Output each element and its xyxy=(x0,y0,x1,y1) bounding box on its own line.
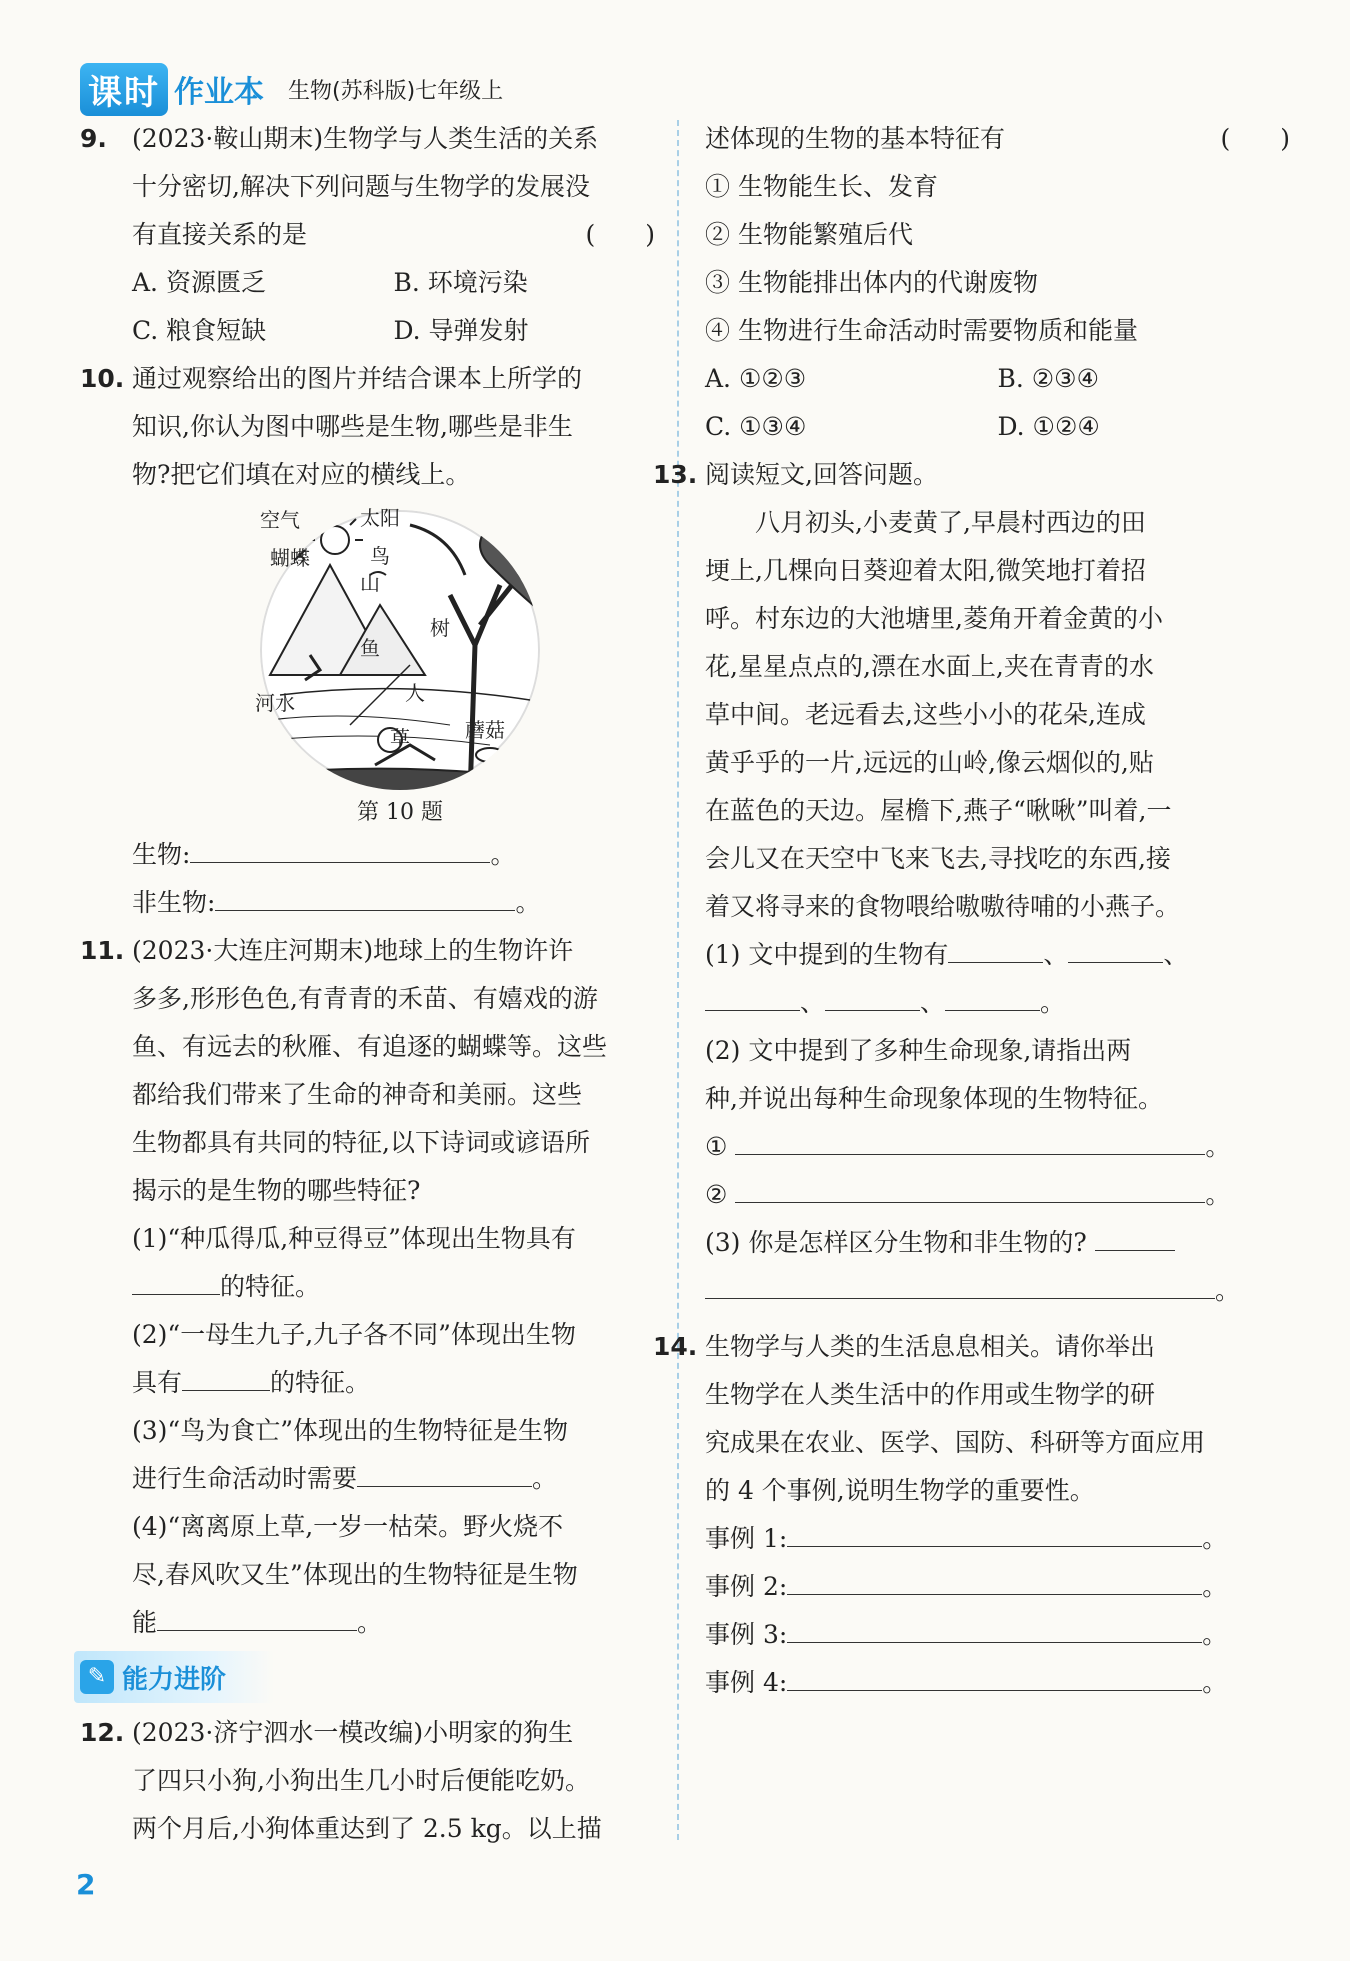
answer-paren[interactable]: ( ) xyxy=(1220,124,1290,153)
question-12-cont xyxy=(705,115,1290,451)
answer-blank[interactable] xyxy=(787,1516,1202,1547)
question-line xyxy=(80,115,655,163)
answer-row xyxy=(653,1171,1290,1219)
option-a[interactable]: A. 资源匮乏 xyxy=(132,268,266,297)
question-text: (2023·济宁泗水一模改编)小明家的狗生 xyxy=(132,1718,574,1747)
question-text: (2023·鞍山期末)生物学与人类生活的关系 xyxy=(132,124,599,153)
sub-question-1-cont xyxy=(80,1263,655,1311)
passage-line: 草中间。老远看去,这些小小的花朵,连成 xyxy=(705,700,1146,729)
sub-question-1-cont xyxy=(653,979,1290,1027)
sub-question-2-cont: 种,并说出每种生命现象体现的生物特征。 xyxy=(705,1084,1163,1113)
living-label: 生物: xyxy=(132,840,191,869)
question-line xyxy=(705,115,1290,163)
question-line: 都给我们带来了生命的神奇和美丽。这些 xyxy=(132,1080,583,1109)
question-line xyxy=(80,211,655,259)
circled-2: ② xyxy=(705,1180,728,1209)
answer-blank[interactable] xyxy=(945,980,1040,1011)
example-label: 事例 3: xyxy=(705,1620,788,1649)
question-text: 通过观察给出的图片并结合课本上所学的 xyxy=(132,364,583,393)
sub-question-4-cont: 尽,春风吹又生”体现出的生物特征是生物 xyxy=(132,1560,578,1589)
answer-blank[interactable] xyxy=(705,1268,1215,1299)
question-line: 鱼、有远去的秋雁、有追逐的蝴蝶等。这些 xyxy=(132,1032,608,1061)
sub-question-2: (2) 文中提到了多种生命现象,请指出两 xyxy=(705,1036,1132,1065)
question-13 xyxy=(653,451,1290,1315)
sub-question-1 xyxy=(653,931,1290,979)
question-text: 的特征。 xyxy=(220,1272,321,1301)
label-mountain: 山 xyxy=(360,571,380,595)
question-text: 生物学与人类的生活息息相关。请你举出 xyxy=(705,1332,1156,1361)
answer-blank[interactable] xyxy=(787,1612,1202,1643)
question-text: 述体现的生物的基本特征有 xyxy=(705,124,1006,153)
period: 。 xyxy=(1202,1572,1228,1601)
question-line xyxy=(80,927,655,975)
answer-blank[interactable] xyxy=(735,1124,1205,1155)
passage-line: 花,星星点点的,漂在水面上,夹在青青的水 xyxy=(705,652,1154,681)
option-c[interactable]: C. ①③④ xyxy=(705,412,807,441)
question-number: 13. xyxy=(653,460,698,489)
option-b[interactable]: B. 环境污染 xyxy=(393,268,528,297)
nonliving-row xyxy=(80,879,655,927)
statement-1: ① 生物能生长、发育 xyxy=(705,172,938,201)
period: 。 xyxy=(1215,1276,1241,1305)
answer-paren[interactable]: ( ) xyxy=(585,220,655,249)
living-row xyxy=(80,831,655,879)
question-line: 揭示的是生物的哪些特征? xyxy=(132,1176,421,1205)
answer-blank[interactable] xyxy=(787,1564,1202,1595)
option-d[interactable]: D. 导弹发射 xyxy=(393,316,529,345)
question-12 xyxy=(80,1709,655,1853)
question-10 xyxy=(80,355,655,927)
answer-blank[interactable] xyxy=(1095,1220,1175,1251)
sub-question-2: (2)“一母生九子,九子各不同”体现出生物 xyxy=(132,1320,576,1349)
sub-question-4-cont xyxy=(80,1599,655,1647)
passage-line: 会儿又在天空中飞来飞去,寻找吃的东西,接 xyxy=(705,844,1171,873)
nonliving-label: 非生物: xyxy=(132,888,216,917)
question-number: 12. xyxy=(80,1718,125,1747)
options-row xyxy=(705,355,1290,403)
example-row-4 xyxy=(653,1659,1290,1707)
period: 。 xyxy=(1205,1132,1231,1161)
figure-caption: 第 10 题 xyxy=(357,800,443,825)
answer-blank[interactable] xyxy=(182,1360,270,1391)
label-person: 人 xyxy=(405,681,425,705)
question-14 xyxy=(653,1323,1290,1707)
question-11 xyxy=(80,927,655,1647)
statement-4: ④ 生物进行生命活动时需要物质和能量 xyxy=(705,316,1138,345)
question-line: 物?把它们填在对应的横线上。 xyxy=(132,460,471,489)
question-text: 阅读短文,回答问题。 xyxy=(705,460,938,489)
question-line: 生物都具有共同的特征,以下诗词或谚语所 xyxy=(132,1128,590,1157)
nonliving-answer-blank[interactable] xyxy=(215,880,515,911)
living-answer-blank[interactable] xyxy=(190,832,490,863)
question-text: 有直接关系的是 xyxy=(132,220,308,249)
period: 。 xyxy=(515,888,541,917)
period: 。 xyxy=(532,1464,558,1493)
question-line: 两个月后,小狗体重达到了 2.5 kg。以上描 xyxy=(132,1814,602,1843)
answer-blank[interactable] xyxy=(132,1264,220,1295)
question-line xyxy=(653,1323,1290,1371)
question-line: 的 4 个事例,说明生物学的重要性。 xyxy=(705,1476,1095,1505)
right-column xyxy=(653,115,1290,1707)
label-butterfly: 蝴蝶 xyxy=(270,546,310,570)
question-line: 生物学在人类生活中的作用或生物学的研 xyxy=(705,1380,1156,1409)
question-number: 10. xyxy=(80,364,125,393)
edit-icon: ✎ xyxy=(80,1660,114,1694)
sub-question-3-cont xyxy=(653,1267,1290,1315)
question-text: (1) 文中提到的生物有 xyxy=(705,940,949,969)
question-number: 9. xyxy=(80,124,107,153)
label-bird: 鸟 xyxy=(370,544,390,568)
question-9 xyxy=(80,115,655,355)
answer-blank[interactable] xyxy=(787,1660,1202,1691)
question-text: 的特征。 xyxy=(270,1368,371,1397)
question-line: 多多,形形色色,有青青的禾苗、有嬉戏的游 xyxy=(132,984,598,1013)
book-subtitle: 生物(苏科版)七年级上 xyxy=(288,78,504,104)
question-number: 11. xyxy=(80,936,125,965)
question-text: 进行生命活动时需要 xyxy=(132,1464,358,1493)
period: 。 xyxy=(490,840,516,869)
example-label: 事例 1: xyxy=(705,1524,788,1553)
question-text: 能 xyxy=(132,1608,158,1637)
question-line xyxy=(653,451,1290,499)
question-number: 14. xyxy=(653,1332,698,1361)
option-d[interactable]: D. ①②④ xyxy=(997,412,1100,441)
page-number: 2 xyxy=(76,1868,96,1901)
separator: 、 xyxy=(1043,940,1069,969)
options-row xyxy=(80,259,655,307)
example-label: 事例 2: xyxy=(705,1572,788,1601)
example-row-3 xyxy=(653,1611,1290,1659)
option-a[interactable]: A. ①②③ xyxy=(705,364,807,393)
brand-logo: 课时 xyxy=(80,63,168,116)
answer-blank[interactable] xyxy=(1068,932,1163,963)
passage-line: 呼。村东边的大池塘里,菱角开着金黄的小 xyxy=(705,604,1163,633)
separator: 、 xyxy=(1163,940,1189,969)
sub-question-3-cont xyxy=(80,1455,655,1503)
question-line xyxy=(80,355,655,403)
example-row-1 xyxy=(653,1515,1290,1563)
label-grass: 草 xyxy=(390,726,410,750)
question-text: (3) 你是怎样区分生物和非生物的? xyxy=(705,1228,1087,1257)
circled-1: ① xyxy=(705,1132,728,1161)
left-column xyxy=(80,115,655,1853)
answer-row xyxy=(653,1123,1290,1171)
options-row xyxy=(705,403,1290,451)
passage-line: 八月初头,小麦黄了,早晨村西边的田 xyxy=(705,508,1146,537)
example-row-2 xyxy=(653,1563,1290,1611)
label-air: 空气 xyxy=(260,508,300,532)
passage-line: 埂上,几棵向日葵迎着太阳,微笑地打着招 xyxy=(705,556,1146,585)
period: 。 xyxy=(1202,1620,1228,1649)
sub-question-3 xyxy=(653,1219,1290,1267)
answer-blank[interactable] xyxy=(735,1172,1205,1203)
question-text: (2023·大连庄河期末)地球上的生物许许 xyxy=(132,936,574,965)
landscape-drawing xyxy=(250,505,550,795)
sub-question-1: (1)“种瓜得瓜,种豆得豆”体现出生物具有 xyxy=(132,1224,576,1253)
question-line xyxy=(80,1709,655,1757)
passage-line: 黄乎乎的一片,远远的山岭,像云烟似的,贴 xyxy=(705,748,1154,777)
passage-line: 在蓝色的天边。屋檐下,燕子“啾啾”叫着,一 xyxy=(705,796,1172,825)
question-line: 十分密切,解决下列问题与生物学的发展没 xyxy=(132,172,590,201)
brand-title: 作业本 xyxy=(174,75,264,110)
period: 。 xyxy=(1205,1180,1231,1209)
label-mushroom: 蘑菇 xyxy=(465,718,505,742)
statement-2: ② 生物能繁殖后代 xyxy=(705,220,913,249)
answer-blank[interactable] xyxy=(948,932,1043,963)
label-fish: 鱼 xyxy=(360,636,380,660)
option-c[interactable]: C. 粮食短缺 xyxy=(132,316,267,345)
period: 。 xyxy=(357,1608,383,1637)
period: 。 xyxy=(1202,1668,1228,1697)
option-b[interactable]: B. ②③④ xyxy=(997,364,1100,393)
question-text: 具有 xyxy=(132,1368,183,1397)
answer-blank[interactable] xyxy=(157,1600,357,1631)
example-label: 事例 4: xyxy=(705,1668,788,1697)
separator: 、 xyxy=(920,988,946,1017)
sub-question-2-cont xyxy=(80,1359,655,1407)
page-header xyxy=(80,64,503,114)
scene-illustration xyxy=(250,505,550,831)
period: 。 xyxy=(1202,1524,1228,1553)
section-title: 能力进阶 xyxy=(122,1664,227,1695)
label-tree: 树 xyxy=(430,616,450,640)
sub-question-3: (3)“鸟为食亡”体现出的生物特征是生物 xyxy=(132,1416,568,1445)
section-header xyxy=(74,1651,274,1703)
answer-blank[interactable] xyxy=(705,980,800,1011)
period: 。 xyxy=(1040,988,1066,1017)
answer-blank[interactable] xyxy=(357,1456,532,1487)
separator: 、 xyxy=(800,988,826,1017)
sub-question-4: (4)“离离原上草,一岁一枯荣。野火烧不 xyxy=(132,1512,564,1541)
statement-3: ③ 生物能排出体内的代谢废物 xyxy=(705,268,1038,297)
question-line: 了四只小狗,小狗出生几小时后便能吃奶。 xyxy=(132,1766,590,1795)
passage-line: 着又将寻来的食物喂给嗷嗷待哺的小燕子。 xyxy=(705,892,1181,921)
answer-blank[interactable] xyxy=(825,980,920,1011)
options-row xyxy=(80,307,655,355)
label-river: 河水 xyxy=(255,691,295,715)
label-sun: 太阳 xyxy=(360,506,400,530)
question-line: 知识,你认为图中哪些是生物,哪些是非生 xyxy=(132,412,573,441)
question-line: 究成果在农业、医学、国防、科研等方面应用 xyxy=(705,1428,1206,1457)
